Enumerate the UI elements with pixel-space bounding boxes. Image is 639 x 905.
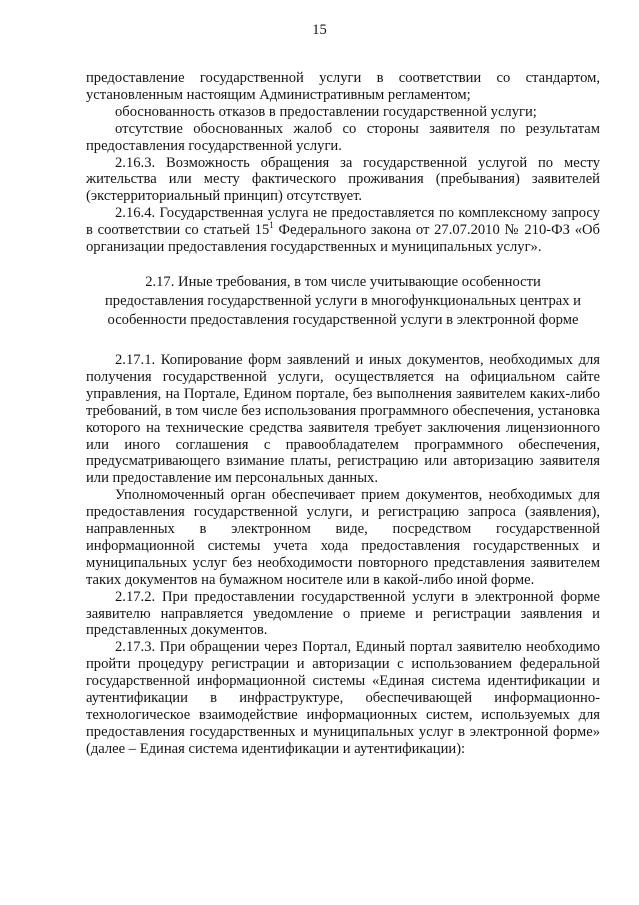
paragraph: 2.17.3. При обращении через Портал, Единый портал заявителю необходимо пройти процедуру регистрации и авторизации с использованием федеральной государственной информационной системы «Единая система идентификации и аутентификации в инфраструктуре, обеспечивающей информационно-технологическое взаимодействие информационных систем, используемых для предоставления государственных и муниципальных услуг в электронной форме» (далее – Единая система идентификации и аутентификации): <box>86 639 600 757</box>
paragraph-2-16-4 <box>86 205 600 256</box>
document-body <box>86 70 600 758</box>
heading-line: особенности предоставления государственной услуги в электронной форме <box>107 311 579 328</box>
heading-line: предоставления государственной услуги в многофункциональных центрах и <box>105 292 581 309</box>
paragraph: отсутствие обоснованных жалоб со стороны заявителя по результатам предоставления государственной услуги. <box>86 120 600 154</box>
paragraph: 2.17.1. Копирование форм заявлений и иных документов, необходимых для получения государственной услуги, осуществляется на официальном сайте управления, на Портале, Едином портале, без выполнения заявителем каких-либо требований, в том числе без использования программного обеспечения, установка которого на технические средства заявителя требует заключения лицензионного или иного соглашения с правообладателем программного обеспечения, предусматривающего взимание платы, регистрацию или авторизацию заявителя или предоставление им персональных данных. <box>86 351 600 487</box>
paragraph: 2.16.3. Возможность обращения за государственной услугой по месту жительства или месту фактического проживания (пребывания) заявителей (экстерриториальный принцип) отсутствует. <box>86 154 600 205</box>
paragraph: 2.17.2. При предоставлении государственной услуги в электронной форме заявителю направляется уведомление о приеме и регистрации заявления и представленных документов. <box>86 588 600 639</box>
paragraph-text: Федерального закона от 27.07.2010 № 210-ФЗ «Об организации предоставления государственных и муниципальных услуг». <box>86 222 600 256</box>
paragraph: предоставление государственной услуги в соответствии со стандартом, установленным настоящим Административным регламентом; <box>86 70 600 103</box>
section-heading <box>86 273 600 330</box>
heading-line: 2.17. Иные требования, в том числе учитывающие особенности <box>145 273 541 290</box>
paragraph: Уполномоченный орган обеспечивает прием документов, необходимых для предоставления государственной услуги, и регистрацию запроса (заявления), направленных в электронном виде, посредством государственной информационной системы учета хода предоставления государственных и муниципальных услуг без необходимости повторного представления заявителем таких документов на бумажном носителе или в какой-либо иной форме. <box>86 487 600 588</box>
paragraph: обоснованность отказов в предоставлении государственной услуги; <box>115 103 537 120</box>
paragraph-text: 2.16.4. Государственная услуга не предоставляется по комплексному запросу в соответствии со статьей 15 <box>86 205 600 239</box>
superscript: 1 <box>269 220 274 231</box>
page-number: 15 <box>312 22 327 38</box>
